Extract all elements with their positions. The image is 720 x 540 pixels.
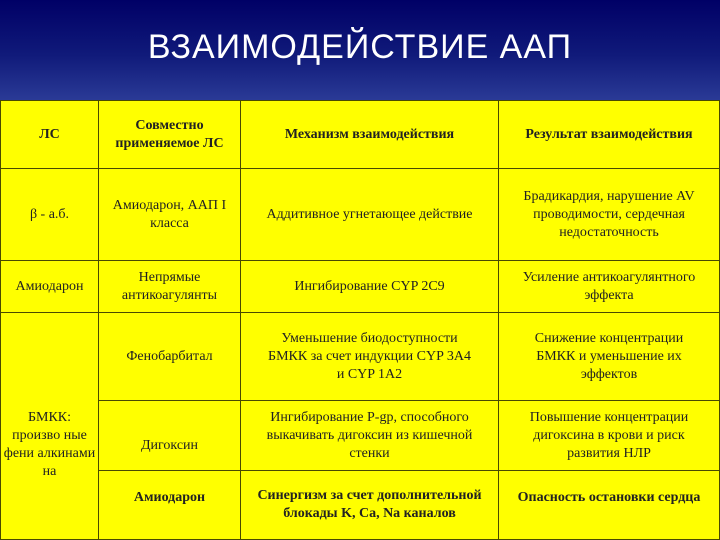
interaction-table [0,100,720,540]
row3-drug: БМКК: произво ные фени алкинами на [0,312,98,540]
row5-mechanism: Синергизм за счет дополнительной блокады K, Ca, Na каналов [240,470,498,540]
row1-result: Брадикардия, нарушение AV проводимости, сердечная недостаточность [498,168,720,260]
row2-drug: Амиодарон [0,260,98,312]
header-co-drug: Совместно применяемое ЛС [98,100,240,168]
row4-result: Повышение концентрации дигоксина в крови и риск развития НЛР [498,400,720,470]
header-mechanism: Механизм взаимодействия [240,100,498,168]
row4-mechanism: Ингибирование P-gp, способного выкачивать дигоксин из кишечной стенки [240,400,498,470]
row5-result: Опасность остановки сердца [498,470,720,540]
row2-result: Усиление антикоагулянтного эффекта [498,260,720,312]
slide-title: ВЗАИМОДЕЙСТВИЕ ААП [147,28,573,66]
title-bar [0,0,720,100]
row5-co-drug: Амиодарон [98,470,240,540]
row3-result: Снижение концентрации БМКК и уменьшение их эффектов [498,312,720,400]
row3-co-drug: Фенобарбитал [98,312,240,400]
row4-co-drug: Дигоксин [98,400,240,470]
row2-mechanism: Ингибирование CYP 2C9 [240,260,498,312]
header-drug: ЛС [0,100,98,168]
row1-mechanism: Аддитивное угнетающее действие [240,168,498,260]
header-result: Результат взаимодействия [498,100,720,168]
row3-mechanism: Уменьшение биодоступности БМКК за счет индукции CYP 3A4 и CYP 1A2 [240,312,498,400]
row1-drug: β - а.б. [0,168,98,260]
row2-co-drug: Непрямые антикоагулянты [98,260,240,312]
row1-co-drug: Амиодарон, ААП I класса [98,168,240,260]
